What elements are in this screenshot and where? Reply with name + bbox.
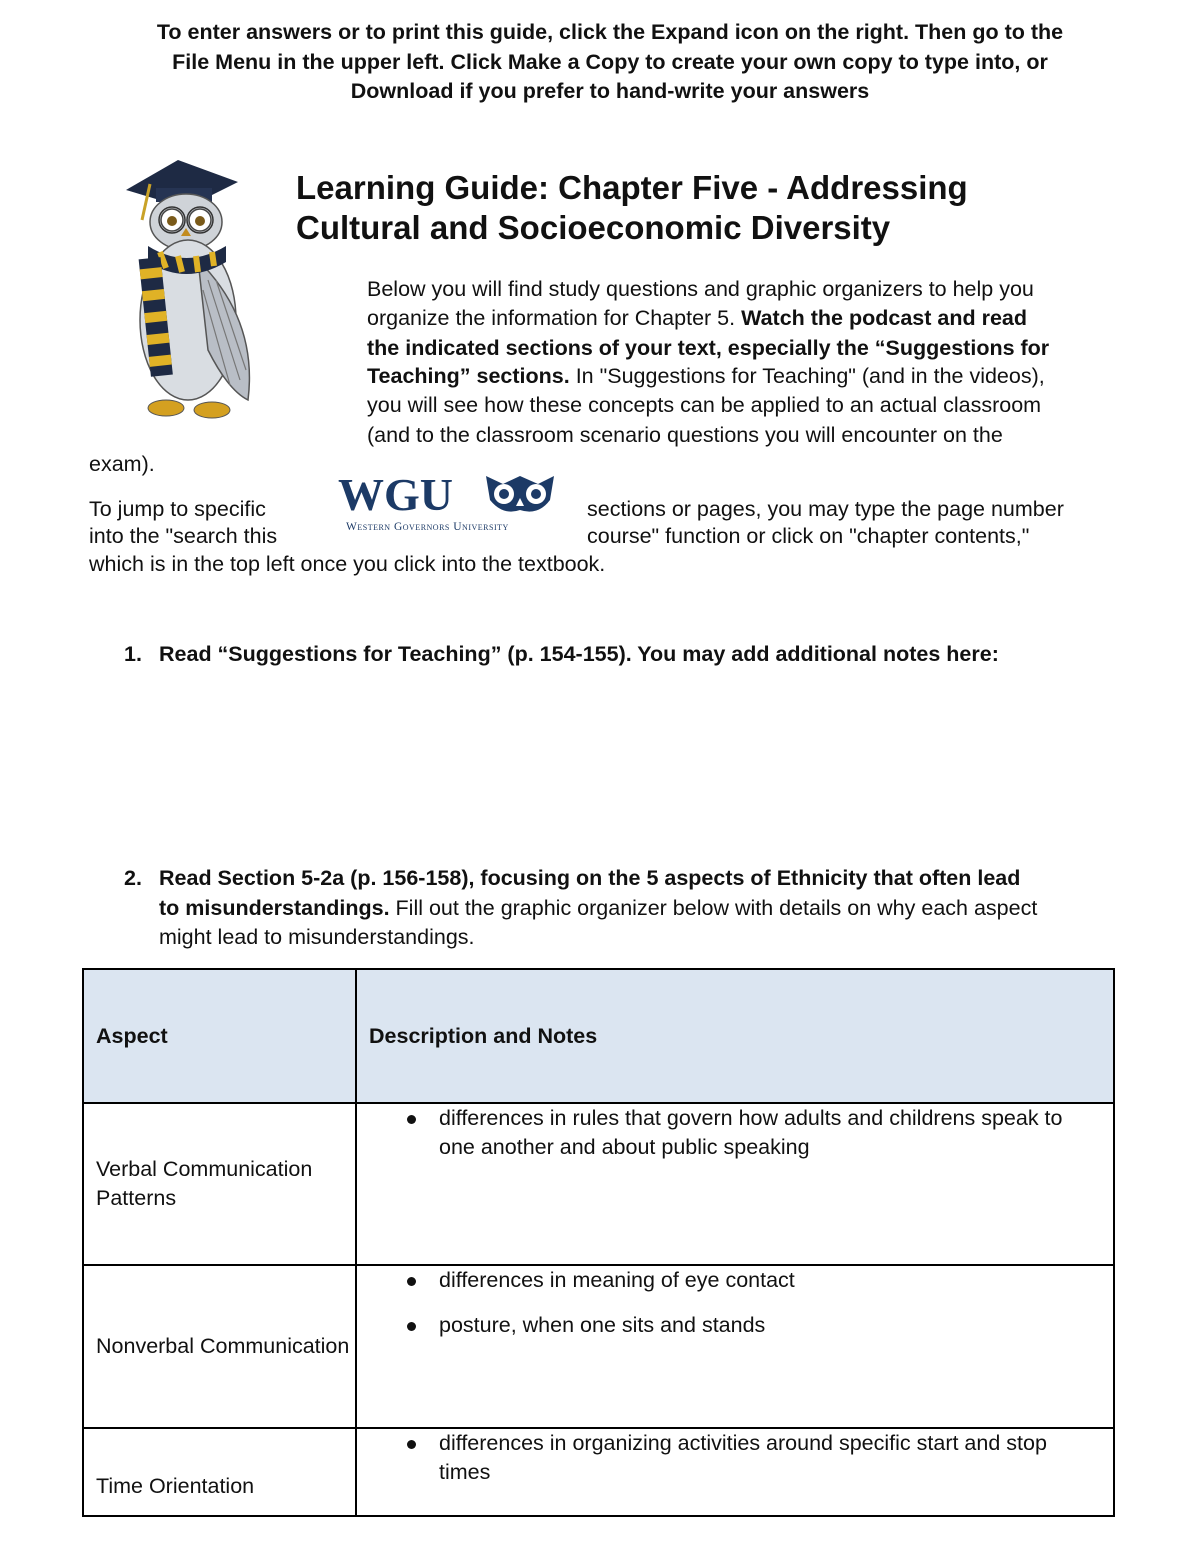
notes-cell[interactable]	[356, 1428, 1114, 1516]
aspect-cell[interactable]	[83, 1265, 356, 1428]
graphic-organizer-table	[82, 968, 1115, 1517]
title-line-2: Cultural and Socioeconomic Diversity	[296, 209, 891, 246]
notes-list	[357, 1429, 1113, 1487]
intro-text: organize the information for Chapter 5.	[367, 306, 742, 330]
aspect-label: Verbal Communication Patterns	[96, 1157, 313, 1210]
instructions-line-1: To enter answers or to print this guide, click the Expand icon on the right. Then go to the	[156, 20, 1064, 44]
intro-text: In "Suggestions for Teaching" (and in the videos),	[569, 364, 1045, 388]
intro-line	[367, 304, 1027, 333]
intro-emphasis: Teaching” sections.	[367, 364, 570, 388]
intro-emphasis-line: the indicated sections of your text, especially the “Suggestions for	[367, 336, 1050, 360]
question-text-part: Fill out the graphic organizer below with details on why each aspect	[389, 896, 1038, 920]
notes-list	[357, 1104, 1113, 1162]
note-item: differences in rules that govern how adults and childrens speak to one another and about public speaking	[357, 1104, 1113, 1162]
jump-line: To jump to specific	[89, 497, 266, 521]
table-header-cell	[83, 969, 356, 1103]
intro-line: (and to the classroom scenario questions you will encounter on the	[367, 423, 1003, 447]
jump-line: course" function or click on "chapter contents,"	[587, 524, 1030, 548]
table-row	[83, 1265, 1114, 1428]
instructions-line-2: File Menu in the upper left. Click Make a Copy to create your own copy to type into, or	[172, 49, 1048, 74]
note-item: posture, when one sits and stands	[357, 1311, 1113, 1340]
intro-line	[367, 362, 1045, 391]
question-number: 1.	[124, 642, 142, 666]
question-text: Read “Suggestions for Teaching” (p. 154-155). You may add additional notes here:	[159, 642, 999, 666]
header-description: Description and Notes	[369, 1023, 598, 1048]
note-item: differences in meaning of eye contact	[357, 1266, 1113, 1295]
jump-line: into the "search this	[89, 524, 278, 548]
jump-line: which is in the top left once you click into the textbook.	[89, 552, 606, 576]
notes-cell[interactable]	[356, 1265, 1114, 1428]
wgu-logo	[338, 470, 558, 540]
intro-line: you will see how these concepts can be applied to an actual classroom	[367, 393, 1042, 417]
notes-list	[357, 1266, 1113, 1340]
question-number: 2.	[124, 866, 142, 890]
notes-cell[interactable]	[356, 1103, 1114, 1265]
aspect-cell[interactable]	[83, 1103, 356, 1265]
owl-mascot-image	[108, 150, 268, 430]
intro-emphasis: Watch the podcast and read	[741, 306, 1027, 330]
instructions	[80, 18, 1140, 107]
aspect-label: Nonverbal Communication	[96, 1334, 350, 1358]
logo-subtitle: Western Governors University	[346, 521, 509, 533]
page-title	[296, 168, 968, 248]
jump-line: sections or pages, you may type the page number	[587, 497, 1064, 521]
table-row	[83, 1428, 1114, 1516]
instructions-line-3: Download if you prefer to hand-write your answers	[350, 79, 870, 103]
intro-line: exam).	[89, 452, 155, 476]
question-emphasis: to misunderstandings.	[159, 896, 390, 920]
aspect-label: Time Orientation	[96, 1474, 255, 1498]
aspect-cell[interactable]	[83, 1428, 356, 1516]
note-item: differences in organizing activities around specific start and stop times	[357, 1429, 1113, 1487]
table-header-cell	[356, 969, 1114, 1103]
logo-wordmark: WGU	[338, 470, 453, 520]
table-header-row	[83, 969, 1114, 1103]
question-text: might lead to misunderstandings.	[159, 925, 475, 949]
title-line-1: Learning Guide: Chapter Five - Addressing	[296, 169, 968, 206]
question-text: Read Section 5-2a (p. 156-158), focusing on the 5 aspects of Ethnicity that often lead	[159, 866, 1021, 890]
table-row	[83, 1103, 1114, 1265]
header-aspect: Aspect	[96, 1023, 168, 1048]
intro-line: Below you will find study questions and graphic organizers to help you	[367, 277, 1034, 301]
question-text	[159, 894, 1037, 924]
owl-face-icon	[486, 476, 554, 512]
